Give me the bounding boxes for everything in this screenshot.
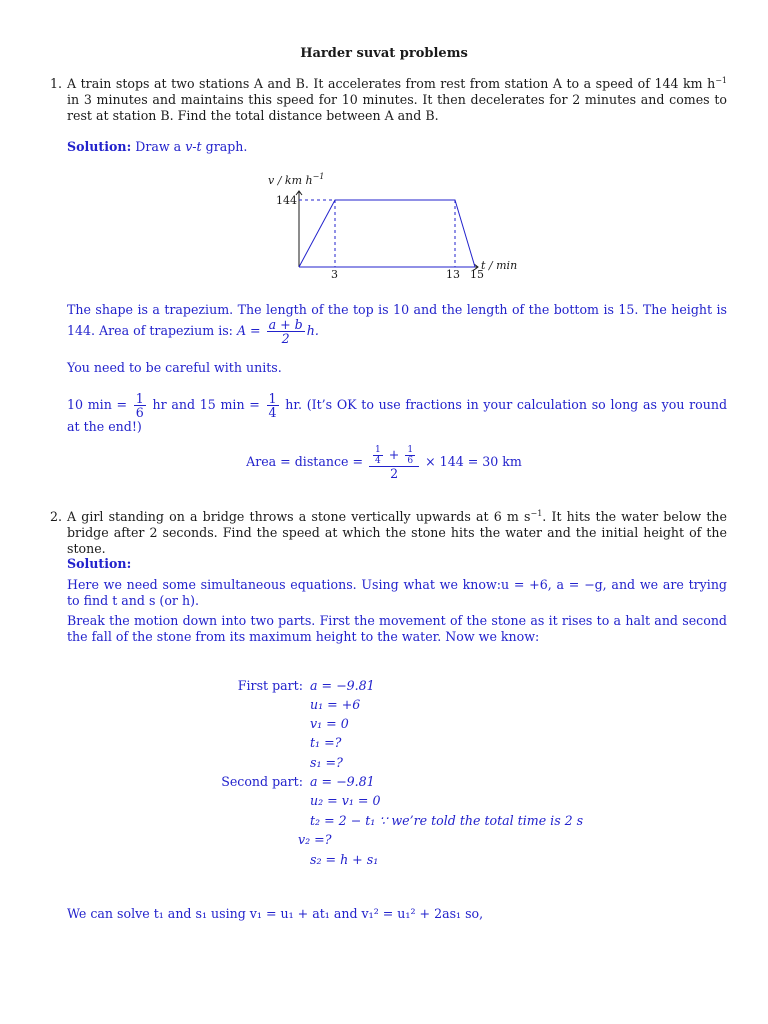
units-note: You need to be careful with units. bbox=[67, 360, 282, 375]
first-part-eq-a: a = −9.81 bbox=[310, 678, 375, 693]
solve-instruction: We can solve t₁ and s₁ using v₁ = u₁ + at₁ and v₁² = u₁² + 2as₁ so, bbox=[67, 906, 484, 921]
trapezium-fraction: $\frac{a + b}{2}$ bbox=[268, 317, 303, 346]
question-2-solution-label: Solution: bbox=[67, 556, 132, 571]
break-motion-explanation: Break the motion down into two parts. First the movement of the stone as it rises to a halt and second the fall of the stone from its maximum height to the water. Now we know: bbox=[67, 613, 727, 644]
question-2-number: 2. bbox=[50, 509, 63, 524]
first-part-eq-v1: v₁ = 0 bbox=[310, 716, 349, 731]
x-tick-13: 13 bbox=[446, 268, 460, 281]
first-part-label: First part: bbox=[237, 678, 303, 693]
first-part-eq-u1: u₁ = +6 bbox=[310, 697, 361, 712]
second-part-label: Second part: bbox=[221, 774, 303, 789]
question-1-text: A train stops at two stations A and B. It accelerates from rest from station A to a speed of 144 km $h^{-1}$ in 3 minutes and maintains this speed for 10 minutes. It then decelerates for 2 minutes and comes to rest at station B. Find the total distance between A and B. bbox=[67, 75, 727, 123]
area-fraction-sixth: $\frac{1}{6}$ bbox=[407, 445, 414, 466]
second-part-eq-t2: t₂ = 2 − t₁ ∵ we’re told the total time is 2 s bbox=[310, 813, 584, 828]
area-fraction-quarter: $\frac{1}{4}$ bbox=[375, 445, 381, 466]
first-part-eq-s1: s₁ =? bbox=[310, 755, 343, 770]
question-1-solution-intro: Solution: Draw a v-t graph. bbox=[67, 139, 248, 154]
x-tick-15: 15 bbox=[470, 268, 484, 281]
first-part-eq-t1: t₁ =? bbox=[310, 735, 342, 750]
trapezium-graph-line bbox=[299, 200, 475, 267]
area-fraction: $\frac{1}{4}$ + $\frac{1}{6}$ 2 bbox=[369, 445, 419, 480]
question-2-text: A girl standing on a bridge throws a stone vertically upwards at 6 m $s^{-1}$. It hits the water below the bridge after 2 seconds. Find the speed at which the stone hits the water and the initial height of the stone. bbox=[67, 508, 727, 556]
page-title: Harder suvat problems bbox=[300, 46, 468, 61]
y-axis-label: v / km $h^{-1}$ bbox=[268, 172, 325, 187]
second-part-eq-s2: s₂ = h + s₁ bbox=[310, 852, 379, 867]
fraction-one-sixth: $\frac{1}{6}$ bbox=[135, 391, 144, 420]
area-calculation: Area = distance = $\frac{1}{4}$ + $\frac{1}{6}$ 2 × 144 = 30 km bbox=[246, 445, 522, 481]
simultaneous-equations-note: Here we need some simultaneous equations. Using what we know:u = +6, a = −g, and we are trying to find t and s (or h). bbox=[67, 577, 727, 608]
second-part-eq-u2: u₂ = v₁ = 0 bbox=[310, 793, 381, 808]
x-tick-3: 3 bbox=[331, 268, 338, 281]
velocity-time-graph bbox=[260, 168, 540, 286]
y-tick-144: 144 bbox=[276, 194, 297, 207]
trapezium-explanation: The shape is a trapezium. The length of the top is 10 and the length of the bottom is 15. The height is 144. Area of trapezium is: A = $\frac{a + b}{2}$ h. bbox=[67, 302, 727, 346]
question-1-number: 1. bbox=[50, 76, 63, 91]
x-axis-label: t / min bbox=[481, 259, 518, 272]
fraction-one-quarter: $\frac{1}{4}$ bbox=[268, 391, 277, 420]
second-part-eq-v2: v₂ =? bbox=[298, 832, 332, 847]
unit-conversion: 10 min = $\frac{1}{6}$ hr and 15 min = $\frac{1}{4}$ hr. (It’s OK to use fractions in your calculation so long as you round at the end!) bbox=[67, 391, 728, 434]
second-part-eq-a: a = −9.81 bbox=[310, 774, 375, 789]
